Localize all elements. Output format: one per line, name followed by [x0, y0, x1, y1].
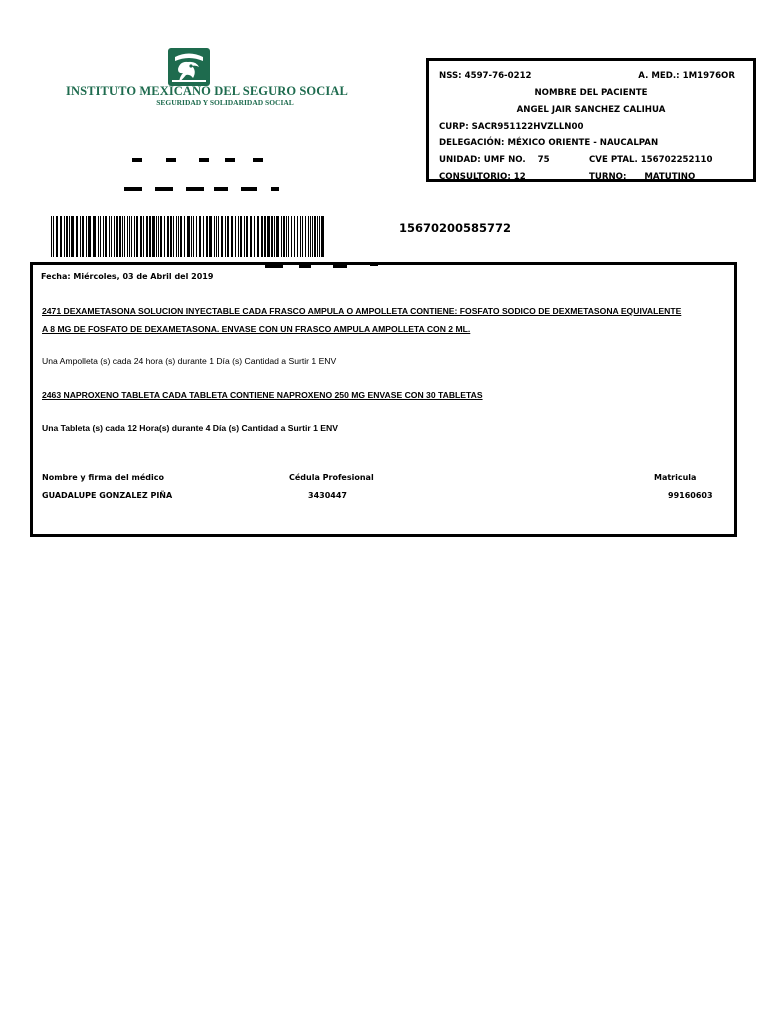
curp: CURP: SACR951122HVZLLN00 [439, 122, 584, 132]
consultorio: CONSULTORIO: 12 [439, 172, 526, 182]
cedula-number: 3430447 [308, 491, 347, 500]
institution-tagline: SEGURIDAD Y SOLIDARIDAD SOCIAL [156, 98, 294, 107]
barcode-number: 15670200585772 [399, 221, 512, 235]
prescription-date: Fecha: Miércoles, 03 de Abril del 2019 [41, 272, 214, 281]
medication-1-title-line1: 2471 DEXAMETASONA SOLUCION INYECTABLE CADA FRASCO AMPULA O AMPOLLETA CONTIENE: FOSFATO SODICO DE DEXMETASONA EQUIVALENTE [42, 306, 682, 316]
patient-name: ANGEL JAIR SANCHEZ CALIHUA [516, 105, 666, 115]
prescription-box [30, 262, 737, 537]
patient-name-label: NOMBRE DEL PACIENTE [534, 88, 648, 98]
barcode [49, 216, 325, 257]
nss: NSS: 4597-76-0212 [439, 71, 532, 81]
doctor-label: Nombre y firma del médico [42, 473, 164, 482]
medication-2-title: 2463 NAPROXENO TABLETA CADA TABLETA CONTIENE NAPROXENO 250 MG ENVASE CON 30 TABLETAS [42, 390, 483, 400]
turno: TURNO: MATUTINO [589, 172, 696, 182]
cedula-label: Cédula Profesional [289, 473, 374, 482]
matricula-label: Matricula [654, 473, 697, 482]
consultorio-row [439, 172, 743, 182]
delegacion: DELEGACIÓN: MÉXICO ORIENTE - NAUCALPAN [439, 138, 659, 148]
institution-name: INSTITUTO MEXICANO DEL SEGURO SOCIAL [66, 84, 348, 98]
medication-1-title-line2: A 8 MG DE FOSFATO DE DEXAMETASONA. ENVASE CON UN FRASCO AMPULA AMPOLLETA CON 2 ML. [42, 324, 471, 334]
patient-info-box [426, 58, 756, 182]
cve-ptal: CVE PTAL. 156702252110 [589, 155, 713, 165]
imss-eagle-emblem-icon [166, 47, 212, 87]
medication-1-dosage: Una Ampolleta (s) cada 24 hora (s) durante 1 Día (s) Cantidad a Surtir 1 ENV [42, 356, 337, 366]
nss-row [439, 71, 743, 83]
medication-2-dosage: Una Tableta (s) cada 12 Hora(s) durante 4 Día (s) Cantidad a Surtir 1 ENV [42, 423, 338, 433]
matricula-number: 99160603 [668, 491, 713, 500]
unidad: UNIDAD: UMF NO. 75 [439, 155, 550, 165]
doctor-name: GUADALUPE GONZALEZ PIÑA [42, 491, 173, 500]
a-med: A. MED.: 1M1976OR [638, 71, 735, 81]
unidad-row [439, 155, 743, 167]
